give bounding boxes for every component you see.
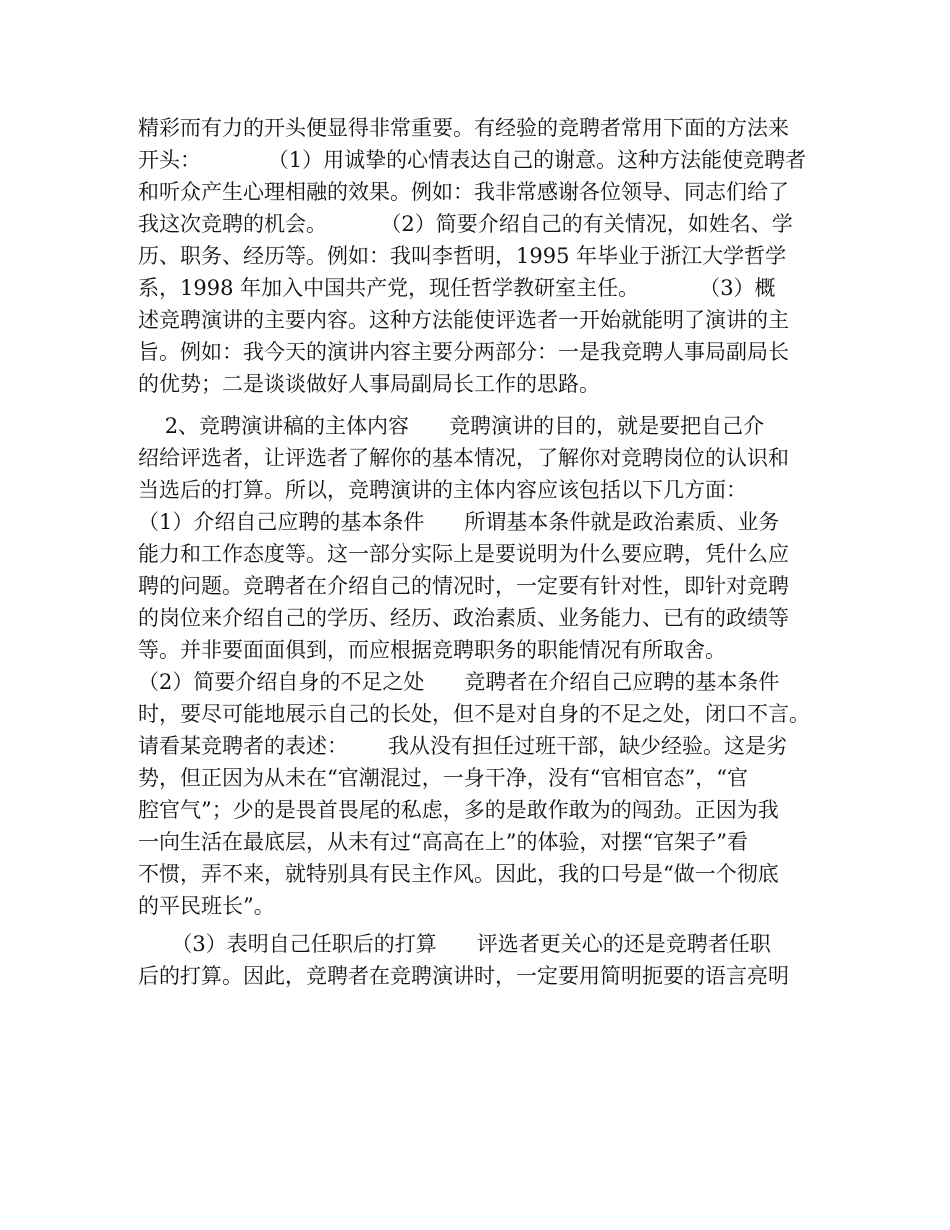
paragraph-gap [138,400,818,410]
text-line: 我这次竞聘的机会。 （2）简要介绍自己的有关情况，如姓名、学 [138,212,793,236]
text-line: 一向生活在最底层，从未有过“高高在上”的体验，对摆“官架子”看 [138,830,748,854]
text-line: （3）表明自己任职后的打算 评选者更关心的还是竞聘者任职 [138,932,771,956]
text-line: 聘的问题。竞聘者在介绍自己的情况时，一定要有针对性，即针对竞聘 [138,574,789,598]
text-line: （1）介绍自己应聘的基本条件 所谓基本条件就是政治素质、业务 [138,510,780,534]
text-line: 历、职务、经历等。例如：我叫李哲明，1995 年毕业于浙江大学哲学 [138,244,787,268]
text-line: 后的打算。因此，竞聘者在竞聘演讲时，一定要用简明扼要的语言亮明 [138,964,789,988]
text-line: 和听众产生心理相融的效果。例如：我非常感谢各位领导、同志们给了 [138,180,789,204]
text-line: 腔官气”；少的是畏首畏尾的私虑，多的是敢作敢为的闯劲。正因为我 [138,798,779,822]
text-line: 的岗位来介绍自己的学历、经历、政治素质、业务能力、已有的政绩等 [138,606,789,630]
text-line: （2）简要介绍自身的不足之处 竞聘者在介绍自己应聘的基本条件 [138,670,780,694]
text-line: 能力和工作态度等。这一部分实际上是要说明为什么要应聘，凭什么应 [138,542,789,566]
body-text [138,112,818,992]
text-line: 等。并非要面面俱到，而应根据竞聘职务的职能情况有所取舍。 [138,638,726,662]
text-line: 开头： （1）用诚挚的心情表达自己的谢意。这种方法能使竞聘者 [138,148,807,172]
text-line: 的优势；二是谈谈做好人事局副局长工作的思路。 [138,372,600,396]
text-line: 时，要尽可能地展示自己的长处，但不是对自身的不足之处，闭口不言。 [138,702,810,726]
text-line: 当选后的打算。所以，竞聘演讲的主体内容应该包括以下几方面： [138,478,747,502]
text-line: 述竞聘演讲的主要内容。这种方法能使评选者一开始就能明了演讲的主 [138,308,789,332]
text-line: 系，1998 年加入中国共产党，现任哲学教研室主任。 （3）概 [138,276,776,300]
text-line: 请看某竞聘者的表述： 我从没有担任过班干部，缺少经验。这是劣 [138,734,788,758]
text-line: 2、竞聘演讲稿的主体内容 竞聘演讲的目的，就是要把自己介 [138,414,765,438]
text-line: 绍给评选者，让评选者了解你的基本情况，了解你对竞聘岗位的认识和 [138,446,789,470]
text-line: 旨。例如：我今天的演讲内容主要分两部分：一是我竞聘人事局副局长 [138,340,789,364]
text-line: 的平民班长”。 [138,894,275,918]
text-line: 势，但正因为从未在“官潮混过，一身干净，没有“官相官态”，“官 [138,766,748,790]
text-line: 精彩而有力的开头便显得非常重要。有经验的竞聘者常用下面的方法来 [138,116,789,140]
text-line: 不惯，弄不来，就特别具有民主作风。因此，我的口号是“做一个彻底 [138,862,779,886]
